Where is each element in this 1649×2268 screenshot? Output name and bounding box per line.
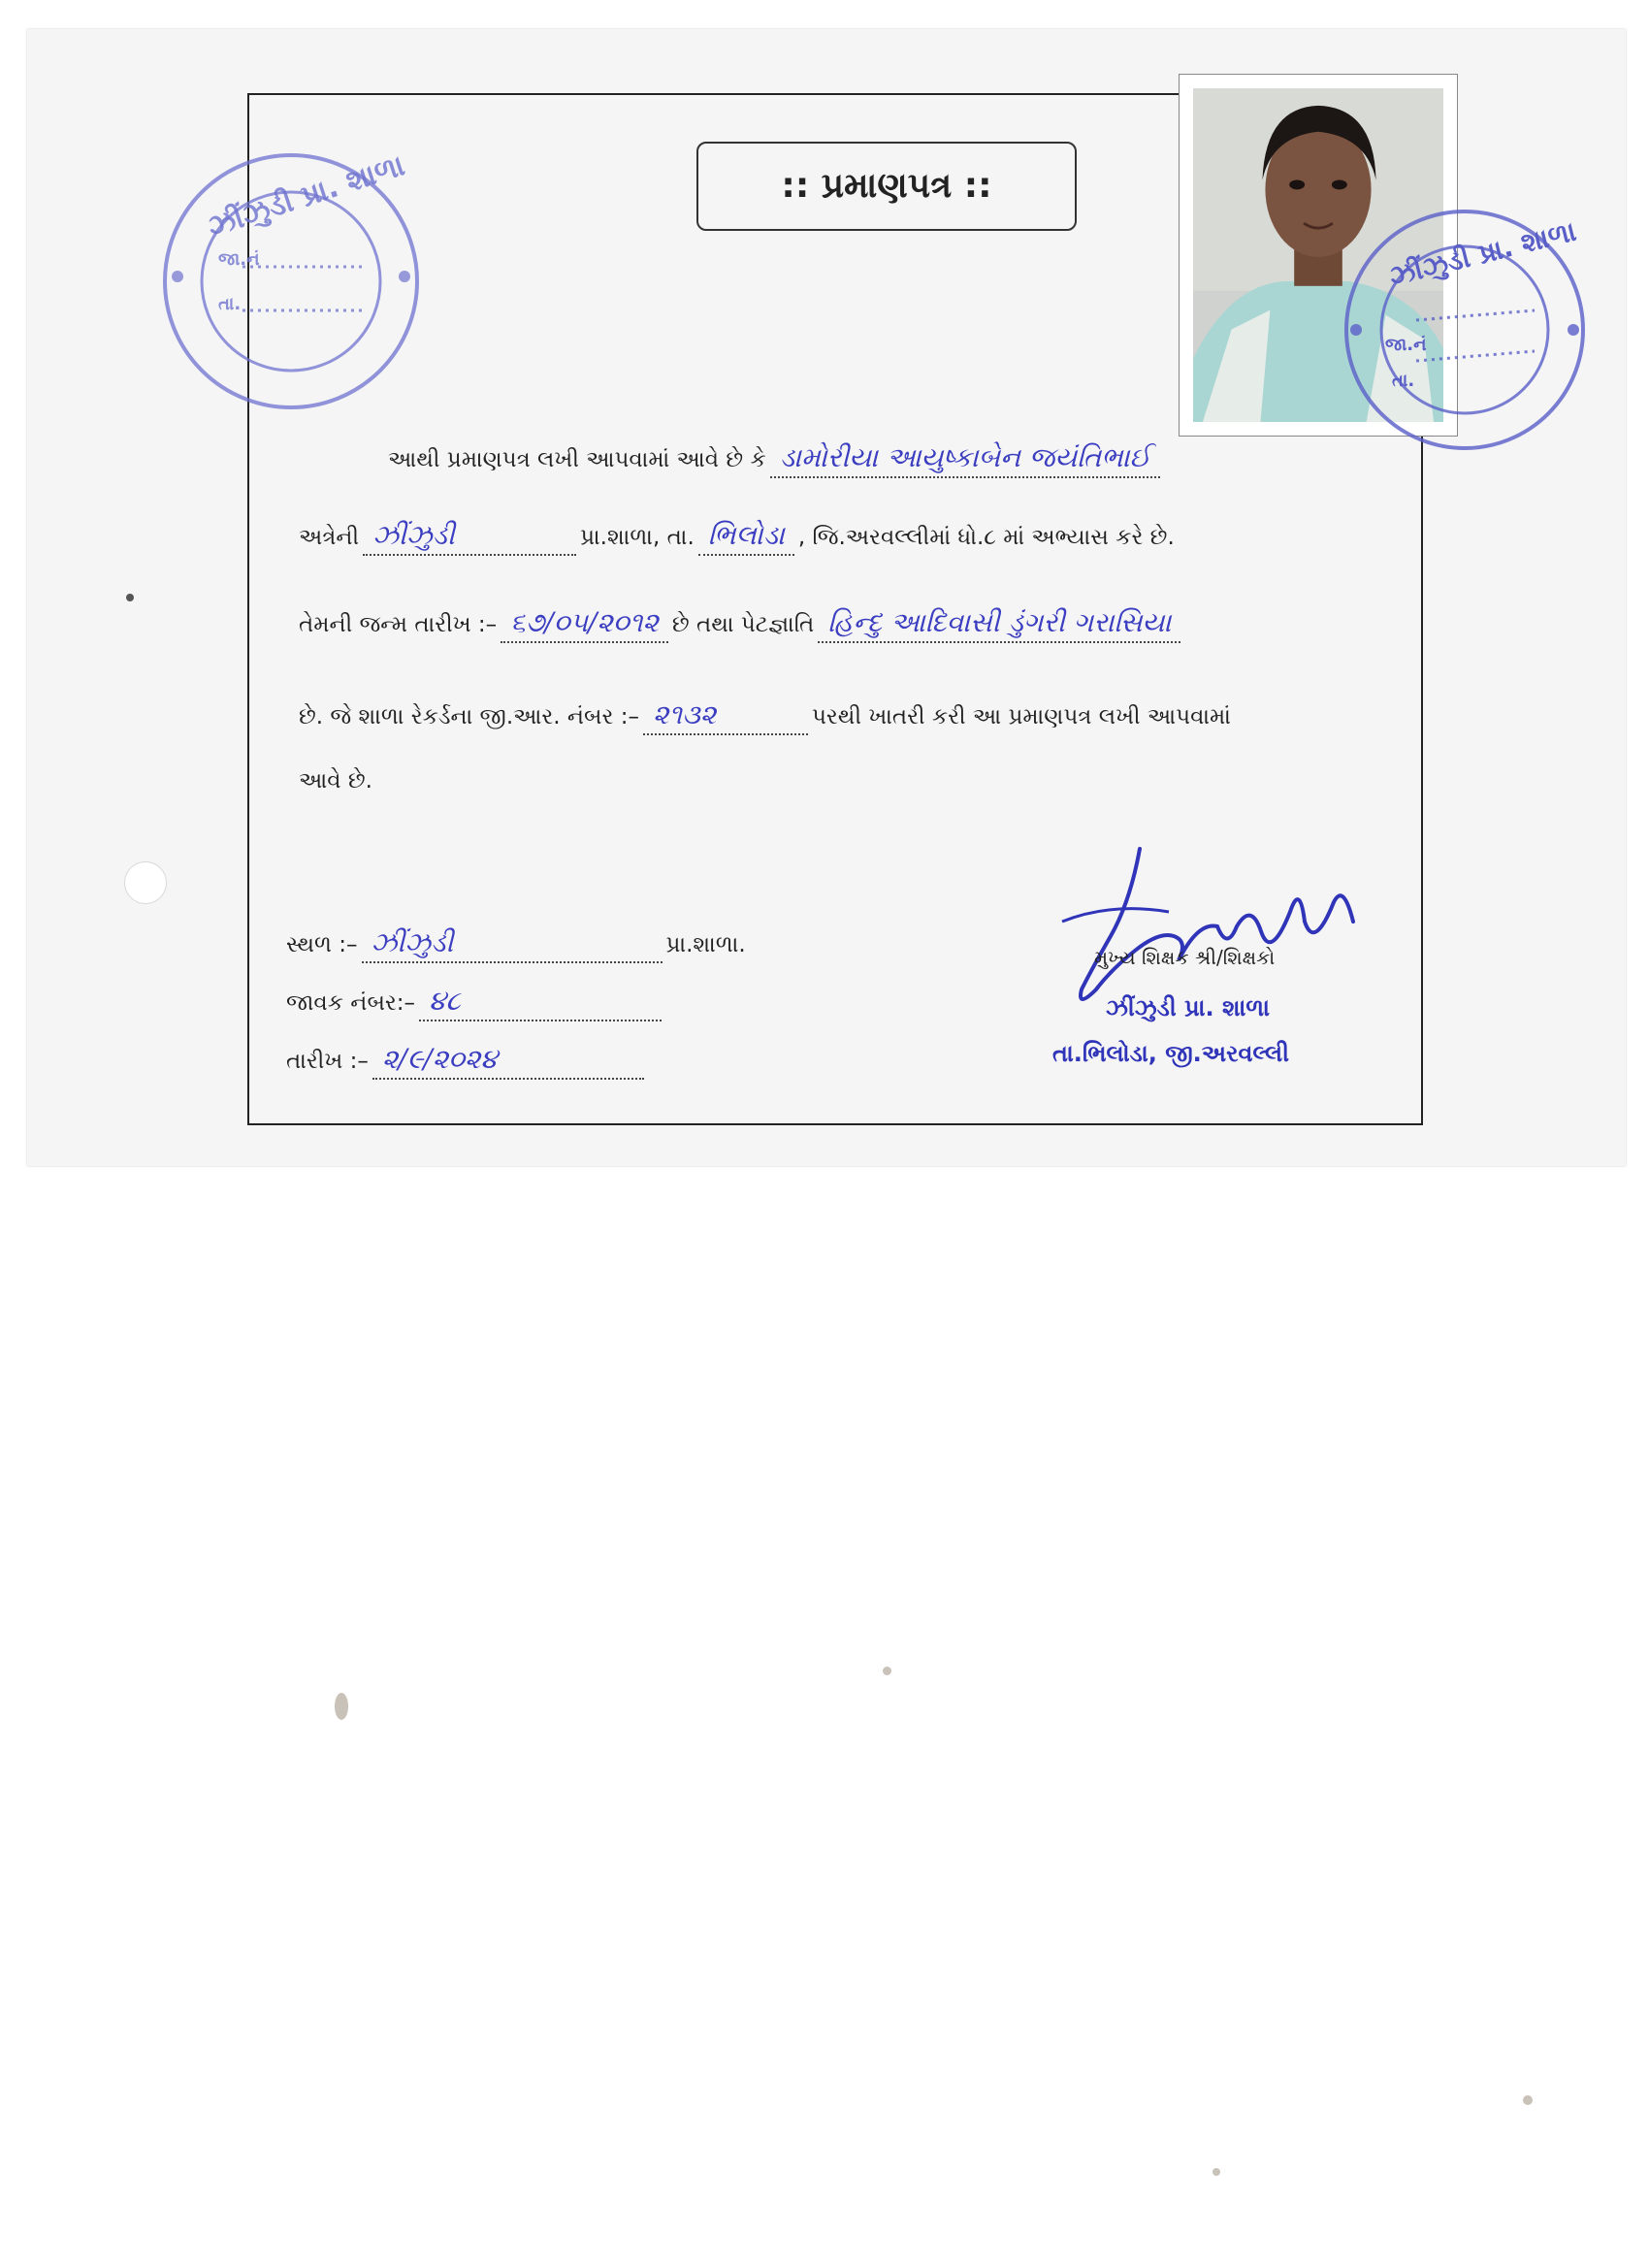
right-stamp-ta: તા. [1392,371,1415,391]
right-stamp-school: ઝીંઝુડી પ્રા. શાળા [1385,214,1580,293]
line2-mid: પ્રા.શાળા, તા. [580,525,695,550]
date-label: તારીખ :– [286,1049,369,1074]
right-school-stamp [1319,204,1610,460]
signature-stamp-line2: તા.ભિલોડા, જી.અરવલ્લી [1052,1040,1289,1067]
student-name: ડામોરીયા આયુષ્કાબેન જયંતિભાઈ [770,441,1160,478]
paper-speck [1212,2168,1220,2176]
line2-suffix: , જિ.અરવલ્લીમાં ધો.૮ માં અભ્યાસ કરે છે. [797,525,1175,550]
body-line-4 [299,698,1231,735]
line3-mid: છે તથા પેટજ્ઞાતિ [671,612,815,637]
line2-prefix: અત્રેની [299,525,360,550]
date-value: ૨/૯/૨૦૨૪ [372,1043,644,1080]
body-line-5: આવે છે. [299,768,372,794]
paper-speck [335,1693,348,1720]
taluka: ભિલોડા [698,519,794,556]
handwritten-signature [1052,844,1373,1019]
right-stamp-jn: જા.નં [1385,335,1427,355]
body-line-3 [299,606,1184,643]
place-label: સ્થળ :– [286,932,358,957]
gr-number: ૨૧૩૨ [643,698,808,735]
left-stamp-school: ઝીંઝુડી પ્રા. શાળા [203,148,409,244]
paper-speck [1523,2095,1533,2105]
left-school-stamp [150,141,432,426]
place-row [286,926,746,963]
outward-label: જાવક નંબર:– [286,990,416,1016]
punch-hole [124,861,167,904]
place-value: ઝીંઝુડી [362,926,663,963]
date-row [286,1043,648,1080]
outward-value: ૪૮ [419,985,662,1021]
signature-stamp-line1: ઝીંઝુડી પ્રા. શાળા [1106,994,1270,1021]
certificate-title: :: પ્રમાણપત્ર :: [696,142,1077,231]
paper-speck [126,594,134,601]
line1-prefix: આથી પ્રમાણપત્ર લખી આપવામાં આવે છે કે [388,447,766,472]
place-suffix: પ્રા.શાળા. [665,932,746,957]
birth-date: ૬૭/૦૫/૨૦૧૨ [501,606,668,643]
signature-designation: મુખ્ય શિક્ષક શ્રી/શિક્ષકો [1094,946,1276,969]
caste: હિન્દુ આદિવાસી ડુંગરી ગરાસિયા [818,606,1180,643]
line4-suffix: પરથી ખાતરી કરી આ પ્રમાણપત્ર લખી આપવામાં [811,704,1231,729]
left-stamp-jn: જા.નં [218,249,260,270]
body-line-1 [388,441,1164,478]
line4-prefix: છે. જે શાળા રેકર્ડના જી.આર. નંબર :– [299,704,639,729]
body-line-2 [299,519,1175,556]
school-name: ઝીંઝુડી [363,519,576,556]
paper-speck [883,1667,891,1675]
line3-prefix: તેમની જન્મ તારીખ :– [299,612,498,637]
outward-row [286,985,665,1021]
left-stamp-ta: તા. [218,294,242,314]
